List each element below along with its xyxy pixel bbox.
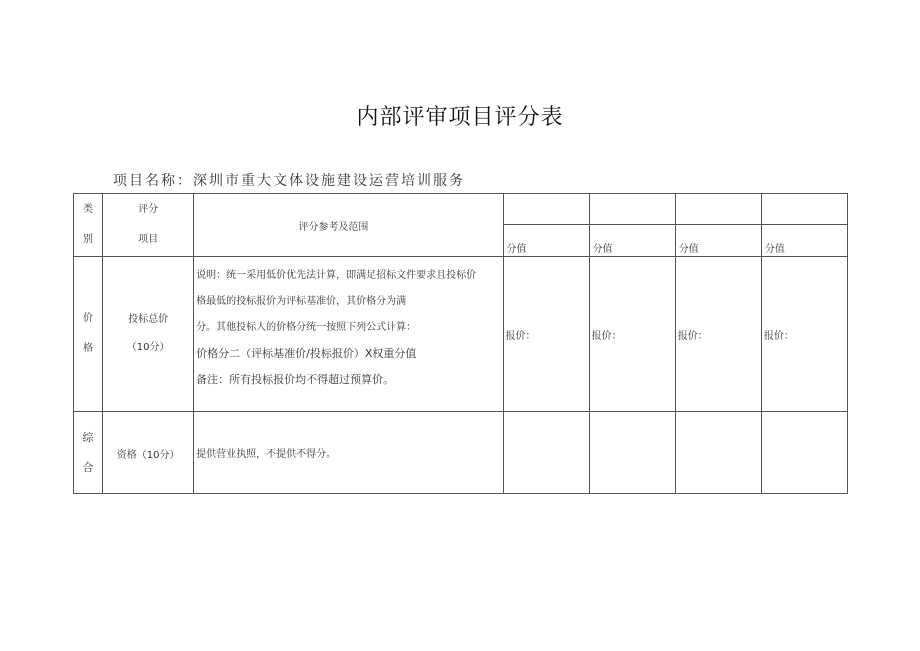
score-label-cell: 分值 bbox=[761, 225, 847, 257]
qualification-item-cell: 资格（10分） bbox=[103, 412, 194, 494]
header-blank-cell bbox=[761, 194, 847, 225]
header-blank-cell bbox=[675, 194, 761, 225]
reference-line: 格最低的投标报价为评标基准价，其价格分为满 bbox=[196, 296, 407, 307]
header-category-line2: 别 bbox=[83, 234, 94, 245]
project-name-line bbox=[113, 170, 465, 190]
price-item-cell bbox=[103, 257, 194, 412]
reference-line: 分。其他投标人的价格分统一按照下列公式计算： bbox=[196, 322, 417, 333]
bid-price-cell: 报价： bbox=[675, 257, 761, 412]
project-name-value: 深圳市重大文体设施建设运营培训服务 bbox=[193, 173, 465, 189]
comprehensive-category-cell bbox=[74, 412, 103, 494]
comprehensive-category-line1: 综 bbox=[82, 430, 94, 444]
scoring-table bbox=[73, 193, 848, 494]
empty-score-cell bbox=[675, 412, 761, 494]
header-blank-cell bbox=[589, 194, 675, 225]
price-category-cell bbox=[74, 257, 103, 412]
bid-price-cell: 报价： bbox=[503, 257, 589, 412]
qualification-reference-cell: 提供营业执照，不提供不得分。 bbox=[194, 412, 503, 494]
price-reference-cell bbox=[194, 257, 503, 412]
score-label-cell: 分值 bbox=[589, 225, 675, 257]
header-item-line2: 项目 bbox=[138, 234, 159, 245]
price-category-line1: 价 bbox=[83, 313, 94, 324]
header-reference-cell: 评分参考及范围 bbox=[194, 194, 503, 257]
price-formula-line: 价格分二（评标基准价/投标报价）X权重分值 bbox=[196, 347, 417, 360]
empty-score-cell bbox=[761, 412, 847, 494]
header-blank-cell bbox=[503, 194, 589, 225]
bid-price-cell: 报价： bbox=[589, 257, 675, 412]
project-name-label: 项目名称： bbox=[113, 173, 193, 189]
header-category-line1: 类 bbox=[83, 204, 94, 215]
empty-score-cell bbox=[589, 412, 675, 494]
header-item-line1: 评分 bbox=[138, 204, 159, 215]
score-label-cell: 分值 bbox=[503, 225, 589, 257]
score-label-cell: 分值 bbox=[675, 225, 761, 257]
header-item-cell bbox=[103, 194, 194, 257]
price-item-line2: （10分） bbox=[126, 342, 170, 353]
reference-line: 说明：统一采用低价优先法计算，即满足招标文件要求且投标价 bbox=[196, 270, 477, 281]
price-item-line1: 投标总价 bbox=[128, 314, 169, 325]
bid-price-cell: 报价： bbox=[761, 257, 847, 412]
price-category-line2: 格 bbox=[83, 343, 94, 354]
remark-line: 备注：所有投标报价均不得超过预算价。 bbox=[196, 373, 395, 386]
header-category-cell bbox=[74, 194, 103, 257]
document-title: 内部评审项目评分表 bbox=[356, 105, 564, 130]
comprehensive-category-line2: 合 bbox=[82, 460, 94, 474]
empty-score-cell bbox=[503, 412, 589, 494]
